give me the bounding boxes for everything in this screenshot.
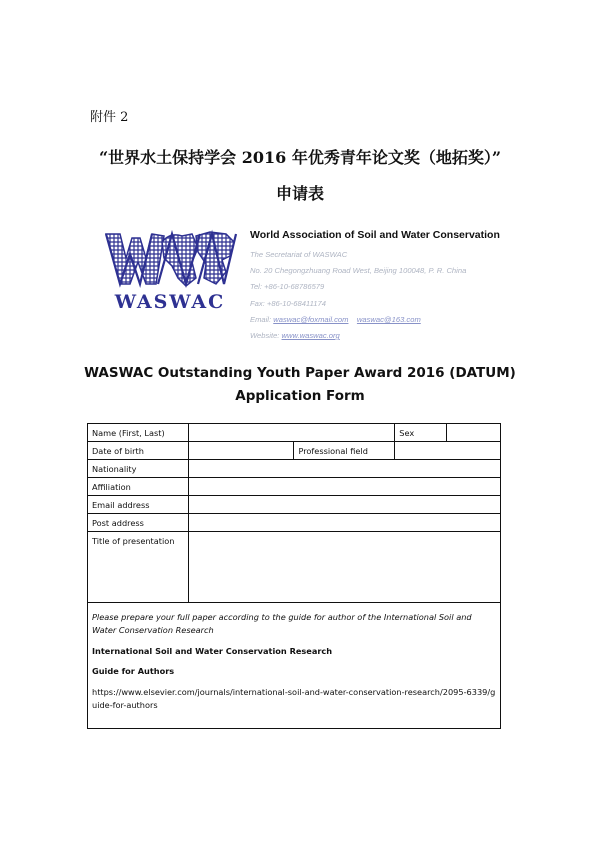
affiliation-label: Affiliation: [88, 478, 189, 496]
dob-input[interactable]: [188, 442, 294, 460]
application-form-table: [87, 423, 501, 729]
name-input[interactable]: [188, 424, 394, 442]
attachment-label: 附件 2: [90, 110, 129, 125]
presentation-title-label: Title of presentation: [88, 532, 189, 603]
sex-input[interactable]: [447, 424, 501, 442]
author-guide-notes: [88, 603, 501, 729]
name-label: Name (First, Last): [88, 424, 189, 442]
email-address-label: Email address: [88, 496, 189, 514]
sex-label: Sex: [395, 424, 447, 442]
row-post: [88, 514, 501, 532]
guide-heading: Guide for Authors: [92, 666, 175, 676]
guide-url[interactable]: https://www.elsevier.com/journals/international-soil-and-water-conservation-research/2095-6339/guide-for-authors: [92, 687, 496, 710]
row-email: [88, 496, 501, 514]
row-affiliation: [88, 478, 501, 496]
telephone: Tel: +86-10-68786579: [250, 282, 325, 292]
row-notes: [88, 603, 501, 729]
form-title-line2: Application Form: [235, 388, 365, 404]
nationality-label: Nationality: [88, 460, 189, 478]
form-title-line1: WASWAC Outstanding Youth Paper Award 2016 (DATUM): [84, 365, 516, 381]
organization-name: World Association of Soil and Water Conservation: [250, 229, 500, 241]
professional-field-input[interactable]: [395, 442, 501, 460]
row-name: [88, 424, 501, 442]
presentation-title-input[interactable]: [188, 532, 500, 603]
row-dob: [88, 442, 501, 460]
post-address-input[interactable]: [188, 514, 500, 532]
address: No. 20 Chegongzhuang Road West, Beijing 100048, P. R. China: [250, 266, 467, 276]
logo-text: WASWAC: [114, 291, 226, 313]
journal-name: International Soil and Water Conservation Research: [92, 646, 333, 656]
dob-label: Date of birth: [88, 442, 189, 460]
organization-info: [250, 229, 550, 344]
email-link-2[interactable]: waswac@163.com: [356, 314, 421, 324]
row-nationality: [88, 460, 501, 478]
waswac-logo: [100, 228, 240, 314]
email-address-input[interactable]: [188, 496, 500, 514]
chinese-subtitle: 申请表: [275, 184, 324, 203]
affiliation-input[interactable]: [188, 478, 500, 496]
chinese-title: “世界水土保持学会 2016 年优秀青年论文奖（地拓奖）”: [98, 148, 502, 167]
email-line: [250, 312, 550, 328]
website-line: [250, 328, 550, 344]
form-title: [0, 362, 600, 408]
secretariat: The Secretariat of WASWAC: [250, 250, 348, 259]
professional-field-label: Professional field: [294, 442, 395, 460]
row-presentation: [88, 532, 501, 603]
instruction-text: Please prepare your full paper according to the guide for author of the International Soil and Water Conservation Research: [92, 612, 472, 635]
email-label: Email:: [250, 314, 272, 324]
website-label: Website:: [250, 331, 280, 341]
website-link[interactable]: www.waswac.org: [281, 331, 340, 341]
fax: Fax: +86-10-68411174: [250, 298, 326, 308]
nationality-input[interactable]: [188, 460, 500, 478]
post-address-label: Post address: [88, 514, 189, 532]
email-link-1[interactable]: waswac@foxmail.com: [273, 314, 349, 324]
